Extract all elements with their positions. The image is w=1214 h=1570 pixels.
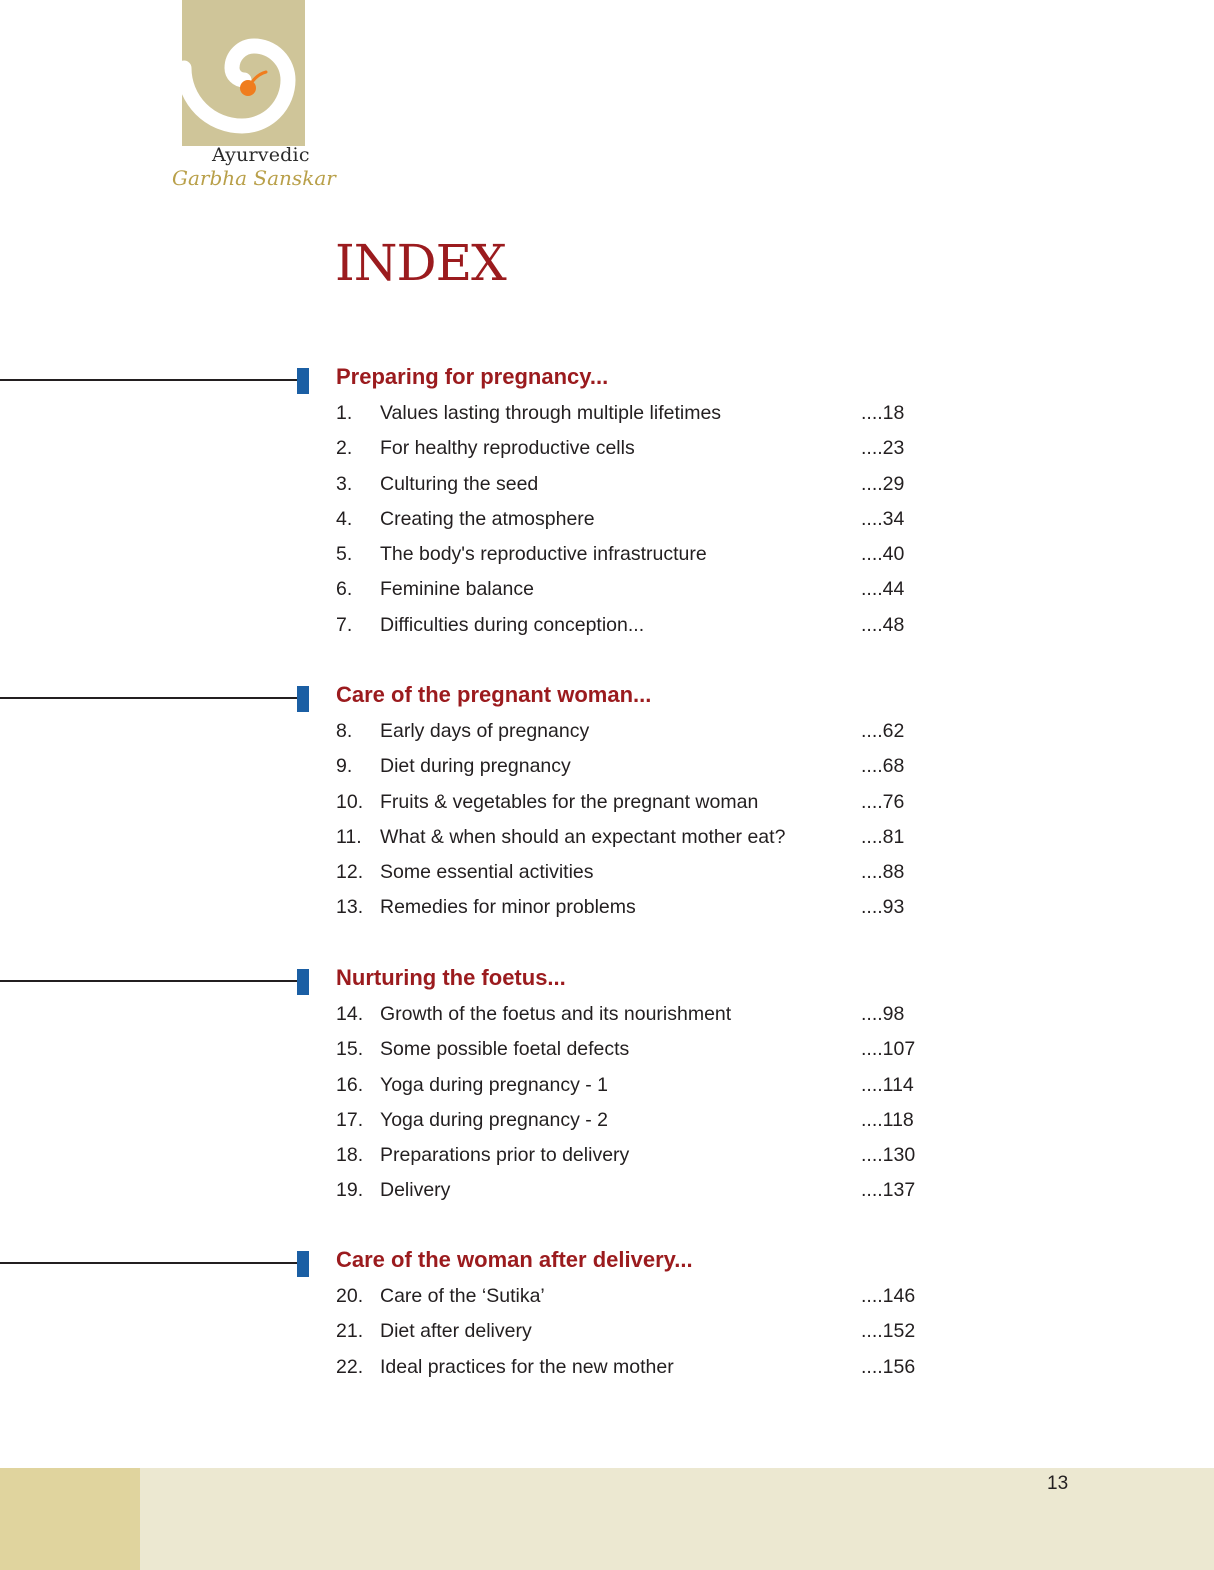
entry-page: ....152 [861, 1320, 916, 1343]
section-marker [297, 686, 309, 712]
entry-page: ....48 [861, 613, 905, 636]
entry-page: ....88 [861, 861, 905, 884]
index-entry[interactable] [336, 855, 956, 890]
index-entry[interactable] [336, 785, 956, 820]
entry-number: 7. [336, 613, 353, 636]
entry-number: 18. [336, 1144, 364, 1167]
entry-title: Some possible foetal defects [380, 1038, 630, 1061]
page-number: 13 [1047, 1473, 1069, 1494]
entry-title: Some essential activities [380, 861, 594, 884]
index-entry[interactable] [336, 537, 956, 572]
entry-number: 17. [336, 1108, 364, 1131]
entry-title: Yoga during pregnancy - 1 [380, 1073, 609, 1096]
index-entry[interactable] [336, 1350, 956, 1385]
entry-number: 5. [336, 543, 353, 566]
entry-title: Ideal practices for the new mother [380, 1355, 674, 1378]
index-entry[interactable] [336, 1314, 956, 1349]
index-entry[interactable] [336, 749, 956, 784]
entry-page: ....156 [861, 1355, 916, 1378]
section-entries [336, 1279, 956, 1385]
section-title: Preparing for pregnancy... [336, 364, 609, 389]
entry-page: ....130 [861, 1144, 916, 1167]
entry-page: ....40 [861, 543, 905, 566]
entry-page: ....18 [861, 402, 905, 424]
entry-page: ....68 [861, 755, 905, 778]
footer-accent-block [0, 1468, 140, 1570]
entry-page: ....98 [861, 1003, 905, 1025]
index-entry[interactable] [336, 1068, 956, 1103]
spiral-icon [182, 0, 305, 146]
entry-page: ....62 [861, 720, 905, 742]
index-entry[interactable] [336, 1138, 956, 1173]
section-rule [0, 379, 297, 381]
entry-title: Fruits & vegetables for the pregnant woman [380, 790, 759, 813]
entry-title: What & when should an expectant mother eat? [380, 825, 786, 848]
entry-title: Early days of pregnancy [380, 720, 590, 742]
entry-title: Creating the atmosphere [380, 507, 595, 530]
entry-title: Feminine balance [380, 578, 534, 601]
entry-title: Yoga during pregnancy - 2 [380, 1108, 609, 1131]
index-entry[interactable] [336, 1173, 956, 1208]
entry-page: ....118 [861, 1108, 914, 1131]
index-entry[interactable] [336, 1032, 956, 1067]
section-entries [336, 714, 956, 926]
entry-page: ....146 [861, 1285, 916, 1307]
entry-number: 15. [336, 1038, 364, 1061]
entry-number: 9. [336, 755, 353, 778]
entry-number: 1. [336, 402, 353, 424]
index-entry[interactable] [336, 820, 956, 855]
entry-title: For healthy reproductive cells [380, 437, 635, 460]
entry-page: ....29 [861, 472, 905, 495]
entry-number: 12. [336, 861, 364, 884]
section-title: Care of the pregnant woman... [336, 682, 652, 707]
entry-title: Difficulties during conception... [380, 613, 645, 636]
entry-number: 2. [336, 437, 353, 460]
entry-number: 4. [336, 507, 353, 530]
section-entries [336, 396, 956, 643]
entry-page: ....81 [861, 825, 905, 848]
section-marker [297, 969, 309, 995]
entry-number: 19. [336, 1179, 364, 1202]
logo-text-garbha-sanskar: Garbha Sanskar [172, 166, 336, 190]
index-entry[interactable] [336, 467, 956, 502]
section-marker [297, 368, 309, 394]
entry-title: Care of the ‘Sutika’ [380, 1285, 545, 1307]
entry-title: Growth of the foetus and its nourishment [380, 1003, 732, 1025]
index-entry[interactable] [336, 502, 956, 537]
entry-page: ....44 [861, 578, 905, 601]
entry-number: 14. [336, 1003, 364, 1025]
logo-emblem [182, 0, 305, 146]
index-entry[interactable] [336, 1103, 956, 1138]
entry-title: Preparations prior to delivery [380, 1144, 630, 1167]
entry-number: 10. [336, 790, 364, 813]
entry-title: The body's reproductive infrastructure [380, 543, 707, 566]
index-entry[interactable] [336, 997, 956, 1032]
entry-page: ....107 [861, 1038, 916, 1061]
entry-title: Culturing the seed [380, 472, 539, 495]
entry-number: 11. [336, 825, 362, 848]
index-entry[interactable] [336, 1279, 956, 1314]
entry-title: Remedies for minor problems [380, 896, 636, 919]
page-title: INDEX [335, 234, 506, 292]
entry-title: Values lasting through multiple lifetimes [380, 402, 722, 424]
index-entry[interactable] [336, 890, 956, 925]
index-entry[interactable] [336, 572, 956, 607]
entry-title: Diet after delivery [380, 1320, 532, 1343]
section-title: Care of the woman after delivery... [336, 1247, 693, 1272]
index-entry[interactable] [336, 431, 956, 466]
entry-number: 20. [336, 1285, 364, 1307]
entry-page: ....23 [861, 437, 905, 460]
index-entry[interactable] [336, 714, 956, 749]
logo-text-ayurvedic: Ayurvedic [212, 144, 310, 166]
entry-number: 13. [336, 896, 364, 919]
entry-number: 6. [336, 578, 353, 601]
entry-number: 22. [336, 1355, 364, 1378]
index-entry[interactable] [336, 608, 956, 643]
section-rule [0, 1262, 297, 1264]
entry-page: ....76 [861, 790, 905, 813]
entry-page: ....93 [861, 896, 905, 919]
entry-title: Delivery [380, 1179, 451, 1202]
section-title: Nurturing the foetus... [336, 965, 566, 990]
entry-page: ....114 [861, 1073, 914, 1096]
entry-title: Diet during pregnancy [380, 755, 571, 778]
entry-number: 21. [336, 1320, 364, 1343]
index-entry[interactable] [336, 396, 956, 431]
entry-number: 16. [336, 1073, 364, 1096]
entry-number: 3. [336, 472, 353, 495]
entry-number: 8. [336, 720, 353, 742]
entry-page: ....137 [861, 1179, 916, 1202]
book-logo [172, 0, 336, 200]
page-footer [0, 1468, 1214, 1570]
section-rule [0, 697, 297, 699]
section-entries [336, 997, 956, 1209]
section-rule [0, 980, 297, 982]
entry-page: ....34 [861, 507, 905, 530]
section-marker [297, 1251, 309, 1277]
